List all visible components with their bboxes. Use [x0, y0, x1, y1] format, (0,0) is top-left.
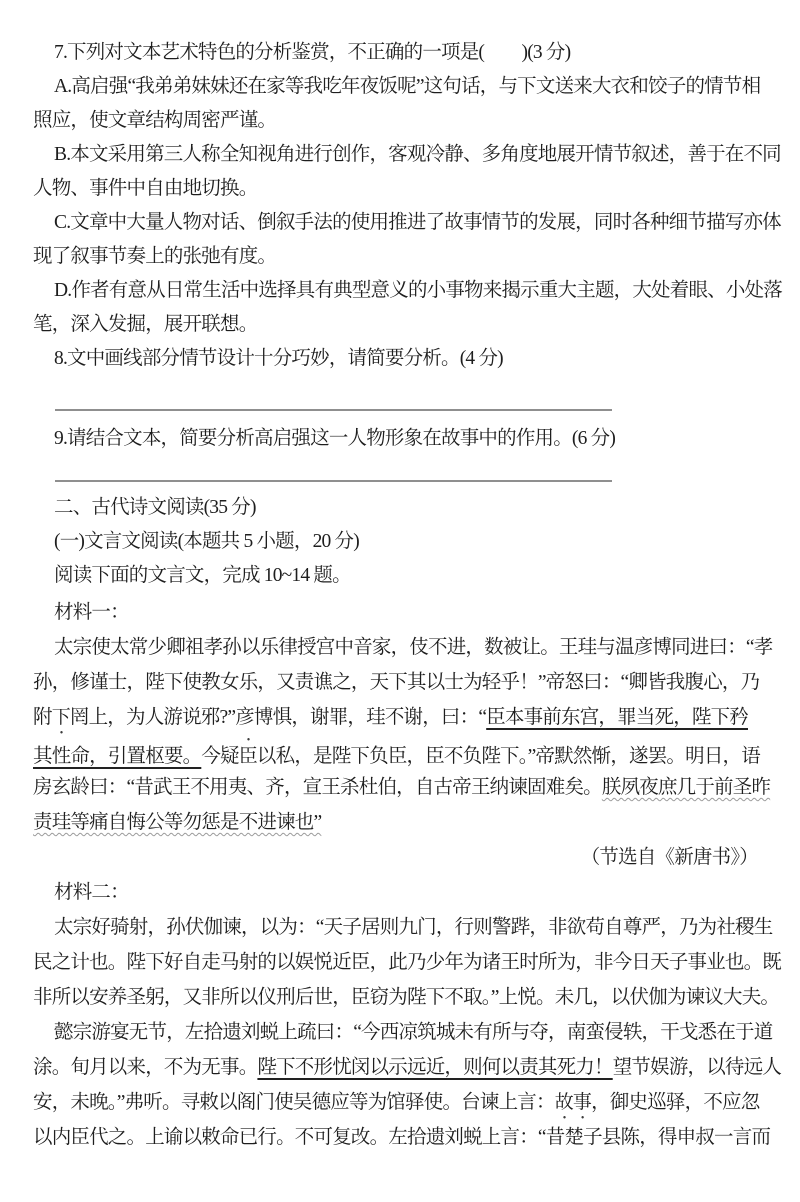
- text-run: 罔上，为人游说邪?”彦博惧，谢罪，珪不谢，曰：“: [69, 707, 487, 728]
- text-run: 安，未晚。”弗听。寻敕以阁门使吴德应等为馆驿使。台谏上言：: [33, 1092, 555, 1113]
- text-run: (一)文言文阅读(本题共 5 小题，20 分): [54, 531, 359, 552]
- answer-separator-rule-1: [55, 409, 612, 411]
- text-run: 望节娱游，以待远人: [612, 1057, 782, 1078]
- emphasis-dot-below-text: 故事: [554, 1092, 592, 1113]
- text-run: C.文章中大量人物对话、倒叙手法的使用推进了故事情节的发展，同时各种细节描写亦体: [54, 212, 781, 233]
- text-run: 材料一：: [54, 602, 129, 623]
- section-2-heading: [33, 491, 772, 525]
- text-run: 材料二：: [54, 882, 129, 903]
- text-run: 懿宗游宴无节，左拾遗刘蜕上疏曰：“今西凉筑城未有所与夺，南蛮侵轶，干戈悉在于道: [54, 1022, 773, 1043]
- material-2-para2-line4: [33, 1120, 772, 1155]
- text-run: 非所以安养圣躬，又非所以仪刑后世，臣窃为陛下不取。”上悦。未几，以伏伽为谏议大夫。: [33, 987, 780, 1008]
- text-run: 民之计也。陛下好自走马射的以娱悦近臣，此乃少年为诸王时所为，非今日天子事业也。既: [33, 952, 782, 973]
- text-run: 以内臣代之。上谕以敕命已行。不可复改。左拾遗刘蜕上言：“昔楚子县陈，得申叔一言而: [33, 1127, 771, 1148]
- material-2-para2-line1: [33, 1015, 772, 1050]
- text-run: 9.请结合文本，简要分析高启强这一人物形象在故事中的作用。(6 分): [54, 428, 616, 449]
- classical-text-materials: [33, 595, 782, 1155]
- material-2-line2: [33, 945, 782, 980]
- text-run: A.高启强“我弟弟妹妹还在家等我吃年夜饭呢”这句话，与下文送来大衣和饺子的情节相: [54, 76, 761, 97]
- material-1-line6: [33, 805, 772, 840]
- text-run: D.作者有意从日常生活中选择具有典型意义的小事物来揭示重大主题，大处着眼、小处落: [54, 280, 782, 301]
- text-run: 涂。旬月以来，不为无事。: [33, 1057, 258, 1078]
- emphasis-dot-above-text: 臣: [238, 746, 257, 767]
- text-run: 太宗好骑射，孙伏伽谏，以为：“天子居则九门，行则警跸，非欲苟自尊严，乃为社稷生: [54, 917, 773, 938]
- question-7-stem: [33, 36, 772, 70]
- material-1-label: [33, 595, 772, 630]
- material-1-line1: [33, 630, 772, 665]
- text-run: （节选自《新唐书》）: [580, 847, 758, 868]
- option-B-line2: [33, 172, 772, 206]
- text-run: 阅读下面的文言文，完成 10~14 题。: [54, 565, 351, 586]
- text-run: 人物、事件中自由地切换。: [33, 178, 258, 199]
- option-C-line1: [33, 206, 781, 240]
- wavy-underlined-text: 朕夙夜庶几于前圣昨: [601, 777, 771, 798]
- material-2-para2-line3: [33, 1085, 772, 1120]
- option-A-line2: [33, 104, 772, 138]
- option-B-line1: [33, 138, 781, 172]
- question-8: [33, 342, 772, 376]
- material-1-line5: [33, 770, 772, 805]
- material-2-label: [33, 875, 772, 910]
- material-1-line3: [33, 700, 772, 735]
- solid-underlined-text: 其性命，引置枢要。: [33, 746, 202, 767]
- text-run: 7.下列对文本艺术特色的分析鉴赏，不正确的一项是( )(3 分): [54, 42, 571, 63]
- option-A-line1: [33, 70, 772, 104]
- option-C-line2: [33, 240, 772, 274]
- material-2-line1: [33, 910, 772, 945]
- text-run: 今疑: [201, 746, 239, 767]
- text-run: 太宗使太常少卿祖孝孙以乐律授宫中音家，伎不进，数被让。王珪与温彦博同进曰：“孝: [54, 637, 773, 658]
- text-run: ，御史巡驿，不应忽: [591, 1092, 760, 1113]
- wavy-underlined-text: 责珪等痛自悔公等勿惩是不进谏也”: [33, 812, 322, 833]
- material-1-line2: [33, 665, 772, 700]
- text-run: 附: [33, 707, 52, 728]
- text-run: 照应，使文章结构周密严谨。: [33, 110, 277, 131]
- text-run: 二、古代诗文阅读(35 分): [54, 497, 256, 518]
- question-9: [33, 422, 772, 456]
- text-run: 以私，是陛下负臣，臣不负陛下。”帝默然惭，遂罢。明日，语: [256, 746, 760, 767]
- text-run: 房玄龄曰：“昔武王不用夷、齐，宣王杀杜伯，自古帝王纳谏固难矣。: [33, 777, 602, 798]
- text-run: B.本文采用第三人称全知视角进行创作，客观冷静、多角度地展开情节叙述，善于在不同: [54, 144, 781, 165]
- material-2-line3: [33, 980, 780, 1015]
- text-run: 孙，修谨士，陛下使教女乐，又责谯之，天下其以士为轻乎！”帝怒曰：“卿皆我腹心，乃: [33, 672, 760, 693]
- text-run: 笔，深入发掘，展开联想。: [33, 314, 258, 335]
- solid-underlined-text: 陛下不形忧闵以示远近，则何以责其死力！: [257, 1057, 613, 1078]
- section-2-subheading: [33, 525, 772, 559]
- text-run: 8.文中画线部分情节设计十分巧妙，请简要分析。(4 分): [54, 348, 503, 369]
- reading-instruction: [33, 559, 772, 593]
- text-run: 现了叙事节奏上的张弛有度。: [33, 246, 277, 267]
- option-D-line2: [33, 308, 772, 342]
- material-1-source-citation: [33, 840, 772, 875]
- material-2-para2-line2: [33, 1050, 782, 1085]
- material-1-line4: [33, 735, 772, 770]
- option-D-line1: [33, 274, 782, 308]
- answer-separator-rule-2: [55, 480, 612, 482]
- solid-underlined-text: 臣本事前东宫，罪当死，陛下矜: [486, 707, 748, 728]
- emphasis-dot-below-text: 下: [51, 707, 70, 728]
